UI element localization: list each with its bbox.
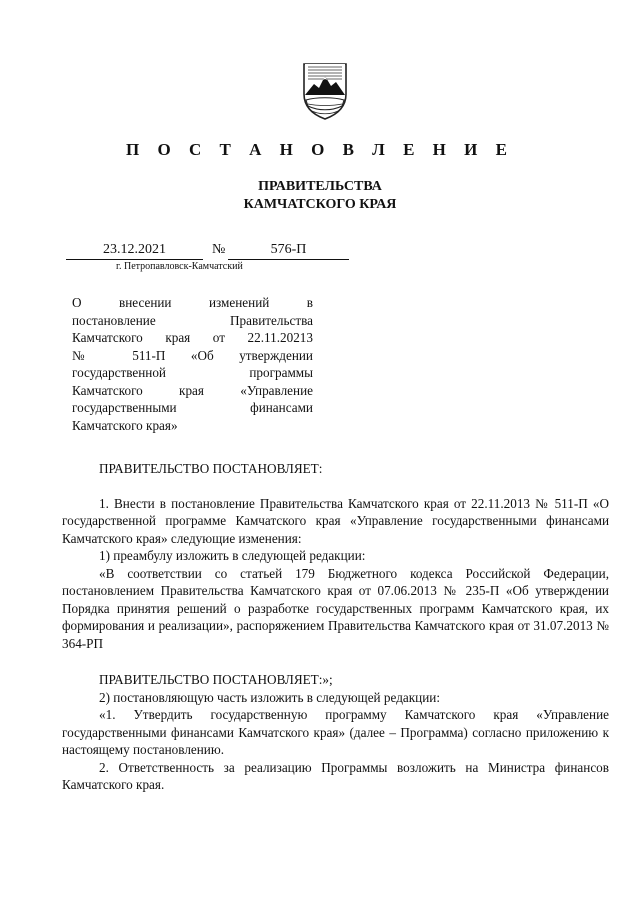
body-paragraph: 2. Ответственность за реализацию Программы возложить на Министра финансов Камчатского края. (62, 759, 609, 792)
document-number: 576-П (270, 242, 307, 257)
body-paragraph: 1) преамбулу изложить в следующей редакции: (99, 548, 366, 563)
document-date: 23.12.2021 (103, 242, 166, 257)
decree-heading: ПРАВИТЕЛЬСТВО ПОСТАНОВЛЯЕТ: (99, 461, 323, 476)
body-paragraph: ПРАВИТЕЛЬСТВО ПОСТАНОВЛЯЕТ:»; (99, 672, 333, 687)
city-name: г. Петропавловск-Камчатский (116, 261, 243, 272)
subject-line: Камчатского края» (72, 417, 178, 433)
document-type-title: П О С Т А Н О В Л Е Н И Е (126, 140, 514, 159)
subject-line: Камчатского края от 22.11.20213 (72, 330, 313, 345)
subject-line: государственной программы (72, 365, 313, 380)
body-paragraph: 1. Внести в постановление Правительства Камчатского края от 22.11.2013 № 511-П «О государственной программе Камчатского края «Управление государственными финансами Камчатского края» следующие изменения: (62, 495, 609, 546)
body-paragraph: «В соответствии со статьей 179 Бюджетного кодекса Российской Федерации, постановлением Правительства Камчатского края от 07.06.2013 № 235-П «Об утверждении Порядка принятия решений о разработке государственных программ Камчатского края, их формирования и реализации», распоряжением Правительства Камчатского края от 31.07.2013 № 364-РП (62, 565, 609, 651)
body-paragraph: 2) постановляющую часть изложить в следующей редакции: (99, 689, 440, 705)
date-underline (66, 259, 203, 260)
kamchatka-coat-of-arms-icon (302, 62, 348, 120)
document-subject (72, 294, 313, 434)
body-paragraph: «1. Утвердить государственную программу Камчатского края «Управление государственными финансами Камчатского края» (далее – Программа) согласно приложению к настоящему постановлению. (62, 707, 609, 757)
subject-line: государственными финансами (72, 400, 313, 415)
document-body (62, 460, 609, 794)
authority-line-2: КАМЧАТСКОГО КРАЯ (243, 197, 397, 212)
subject-line: Камчатского края «Управление (72, 382, 313, 398)
subject-line: постановление Правительства (72, 312, 313, 328)
subject-line: О внесении изменений в (72, 295, 313, 310)
number-underline (228, 259, 349, 260)
subject-line: № 511-П «Об утверждении (72, 347, 313, 363)
issuing-authority (0, 178, 640, 214)
number-sign: № (212, 242, 226, 257)
authority-line-1: ПРАВИТЕЛЬСТВА (258, 179, 382, 194)
